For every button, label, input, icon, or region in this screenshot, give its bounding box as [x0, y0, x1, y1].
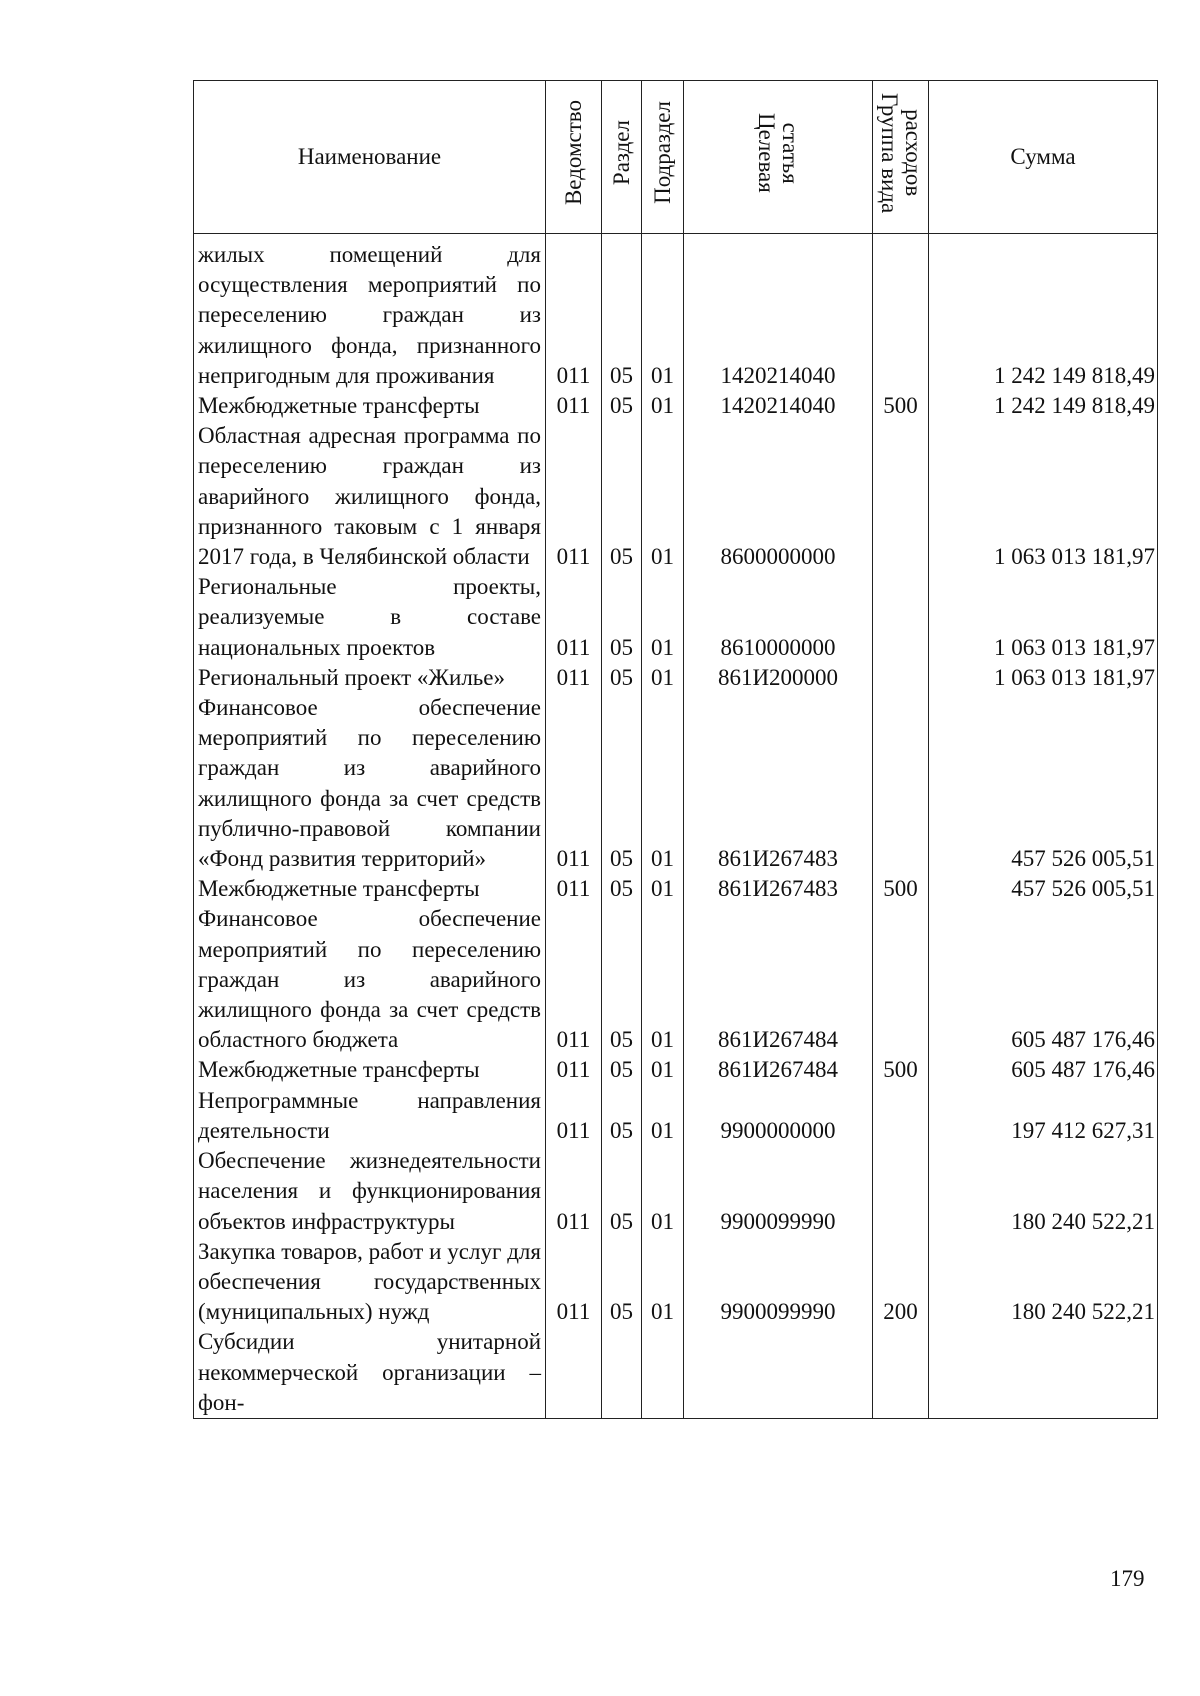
row-gruppa-vida-raskhodov: 500 [873, 1055, 929, 1085]
row-razdel: 05 [602, 1055, 642, 1085]
row-vedomstvo: 011 [546, 904, 602, 1055]
row-name: жилых помещений для осуществления мероприятий по переселению граждан из жилищного фонда, признанного непригодным для проживания [194, 240, 546, 391]
row-podrazdel [642, 1327, 684, 1418]
row-razdel: 05 [602, 391, 642, 421]
row-razdel: 05 [602, 1146, 642, 1237]
row-summa: 180 240 522,21 [929, 1237, 1158, 1328]
row-summa: 1 063 013 181,97 [929, 572, 1158, 663]
row-razdel: 05 [602, 240, 642, 391]
row-podrazdel: 01 [642, 874, 684, 904]
row-name: Непрограммные направления деятельности [194, 1086, 546, 1146]
table-row [194, 1086, 1158, 1146]
row-name: Финансовое обеспечение мероприятий по переселению граждан из аварийного жилищного фонда за счет средств областного бюджета [194, 904, 546, 1055]
row-summa: 180 240 522,21 [929, 1146, 1158, 1237]
header-razdel: Раздел [602, 81, 642, 234]
row-vedomstvo: 011 [546, 874, 602, 904]
row-summa: 1 063 013 181,97 [929, 421, 1158, 572]
row-tselevaya-statya: 861И200000 [684, 663, 873, 693]
row-gruppa-vida-raskhodov [873, 1146, 929, 1237]
row-razdel [602, 1327, 642, 1418]
row-vedomstvo: 011 [546, 391, 602, 421]
budget-table [193, 80, 1158, 1419]
row-tselevaya-statya: 861И267484 [684, 904, 873, 1055]
row-gruppa-vida-raskhodov [873, 1327, 929, 1418]
row-gruppa-vida-raskhodov [873, 421, 929, 572]
row-vedomstvo: 011 [546, 663, 602, 693]
row-tselevaya-statya: 8610000000 [684, 572, 873, 663]
row-name: Субсидии унитарной некоммерческой организации – фон- [194, 1327, 546, 1418]
row-podrazdel: 01 [642, 1237, 684, 1328]
table-row [194, 663, 1158, 693]
header-tselevaya-statya: Целевая статья [684, 81, 873, 234]
table-body [194, 234, 1158, 1419]
row-name: Межбюджетные трансферты [194, 391, 546, 421]
header-vedomstvo: Ведомство [546, 81, 602, 234]
row-gruppa-vida-raskhodov: 500 [873, 874, 929, 904]
table-row [194, 572, 1158, 663]
row-gruppa-vida-raskhodov [873, 240, 929, 391]
row-summa: 197 412 627,31 [929, 1086, 1158, 1146]
row-vedomstvo: 011 [546, 1237, 602, 1328]
row-razdel: 05 [602, 874, 642, 904]
row-name: Обеспечение жизнедеятельности населения и функционирования объектов инфраструктуры [194, 1146, 546, 1237]
row-razdel: 05 [602, 693, 642, 874]
row-summa: 1 242 149 818,49 [929, 391, 1158, 421]
table-row [194, 904, 1158, 1055]
row-podrazdel: 01 [642, 421, 684, 572]
row-podrazdel: 01 [642, 1146, 684, 1237]
row-gruppa-vida-raskhodov: 200 [873, 1237, 929, 1328]
row-vedomstvo: 011 [546, 1055, 602, 1085]
header-name: Наименование [194, 81, 546, 234]
row-tselevaya-statya: 9900099990 [684, 1146, 873, 1237]
table-row [194, 1327, 1158, 1418]
row-tselevaya-statya: 9900099990 [684, 1237, 873, 1328]
header-podrazdel: Подраздел [642, 81, 684, 234]
row-summa: 457 526 005,51 [929, 693, 1158, 874]
row-tselevaya-statya: 8600000000 [684, 421, 873, 572]
table-header-row [194, 81, 1158, 234]
row-tselevaya-statya [684, 1327, 873, 1418]
row-name: Региональный проект «Жилье» [194, 663, 546, 693]
row-razdel: 05 [602, 1237, 642, 1328]
row-summa: 605 487 176,46 [929, 904, 1158, 1055]
table-row [194, 1146, 1158, 1237]
row-summa: 457 526 005,51 [929, 874, 1158, 904]
table-row [194, 693, 1158, 874]
row-summa: 605 487 176,46 [929, 1055, 1158, 1085]
row-name: Межбюджетные трансферты [194, 1055, 546, 1085]
row-gruppa-vida-raskhodov [873, 572, 929, 663]
row-name: Закупка товаров, работ и услуг для обеспечения государственных (муниципальных) нужд [194, 1237, 546, 1328]
row-vedomstvo: 011 [546, 693, 602, 874]
header-gruppa-vida-raskhodov: Группа вида расходов [873, 81, 929, 234]
row-podrazdel: 01 [642, 1055, 684, 1085]
table-row [194, 1055, 1158, 1085]
row-podrazdel: 01 [642, 572, 684, 663]
row-podrazdel: 01 [642, 240, 684, 391]
row-gruppa-vida-raskhodov [873, 663, 929, 693]
row-razdel: 05 [602, 421, 642, 572]
row-tselevaya-statya: 861И267484 [684, 1055, 873, 1085]
page-number: 179 [1110, 1566, 1145, 1591]
row-vedomstvo: 011 [546, 421, 602, 572]
row-vedomstvo: 011 [546, 1086, 602, 1146]
row-summa [929, 1327, 1158, 1418]
row-summa: 1 242 149 818,49 [929, 240, 1158, 391]
row-podrazdel: 01 [642, 1086, 684, 1146]
row-summa: 1 063 013 181,97 [929, 663, 1158, 693]
row-podrazdel: 01 [642, 693, 684, 874]
row-vedomstvo: 011 [546, 572, 602, 663]
row-name: Областная адресная программа по переселению граждан из аварийного жилищного фонда, признанного таковым с 1 января 2017 года, в Челябинской области [194, 421, 546, 572]
table-row [194, 391, 1158, 421]
table-row [194, 240, 1158, 391]
row-gruppa-vida-raskhodov [873, 693, 929, 874]
row-gruppa-vida-raskhodov [873, 1086, 929, 1146]
row-tselevaya-statya: 861И267483 [684, 874, 873, 904]
row-tselevaya-statya: 1420214040 [684, 391, 873, 421]
row-razdel: 05 [602, 1086, 642, 1146]
row-name: Региональные проекты, реализуемые в составе национальных проектов [194, 572, 546, 663]
row-vedomstvo: 011 [546, 1146, 602, 1237]
row-gruppa-vida-raskhodov: 500 [873, 391, 929, 421]
row-vedomstvo [546, 1327, 602, 1418]
row-podrazdel: 01 [642, 663, 684, 693]
row-razdel: 05 [602, 572, 642, 663]
table-row [194, 1237, 1158, 1328]
header-summa: Сумма [929, 81, 1158, 234]
row-tselevaya-statya: 9900000000 [684, 1086, 873, 1146]
table-row [194, 421, 1158, 572]
row-name: Финансовое обеспечение мероприятий по переселению граждан из аварийного жилищного фонда за счет средств публично-правовой компании «Фонд развития территорий» [194, 693, 546, 874]
row-razdel: 05 [602, 663, 642, 693]
row-tselevaya-statya: 861И267483 [684, 693, 873, 874]
row-name: Межбюджетные трансферты [194, 874, 546, 904]
row-razdel: 05 [602, 904, 642, 1055]
row-gruppa-vida-raskhodov [873, 904, 929, 1055]
row-podrazdel: 01 [642, 904, 684, 1055]
row-vedomstvo: 011 [546, 240, 602, 391]
row-tselevaya-statya: 1420214040 [684, 240, 873, 391]
row-podrazdel: 01 [642, 391, 684, 421]
table-row [194, 874, 1158, 904]
